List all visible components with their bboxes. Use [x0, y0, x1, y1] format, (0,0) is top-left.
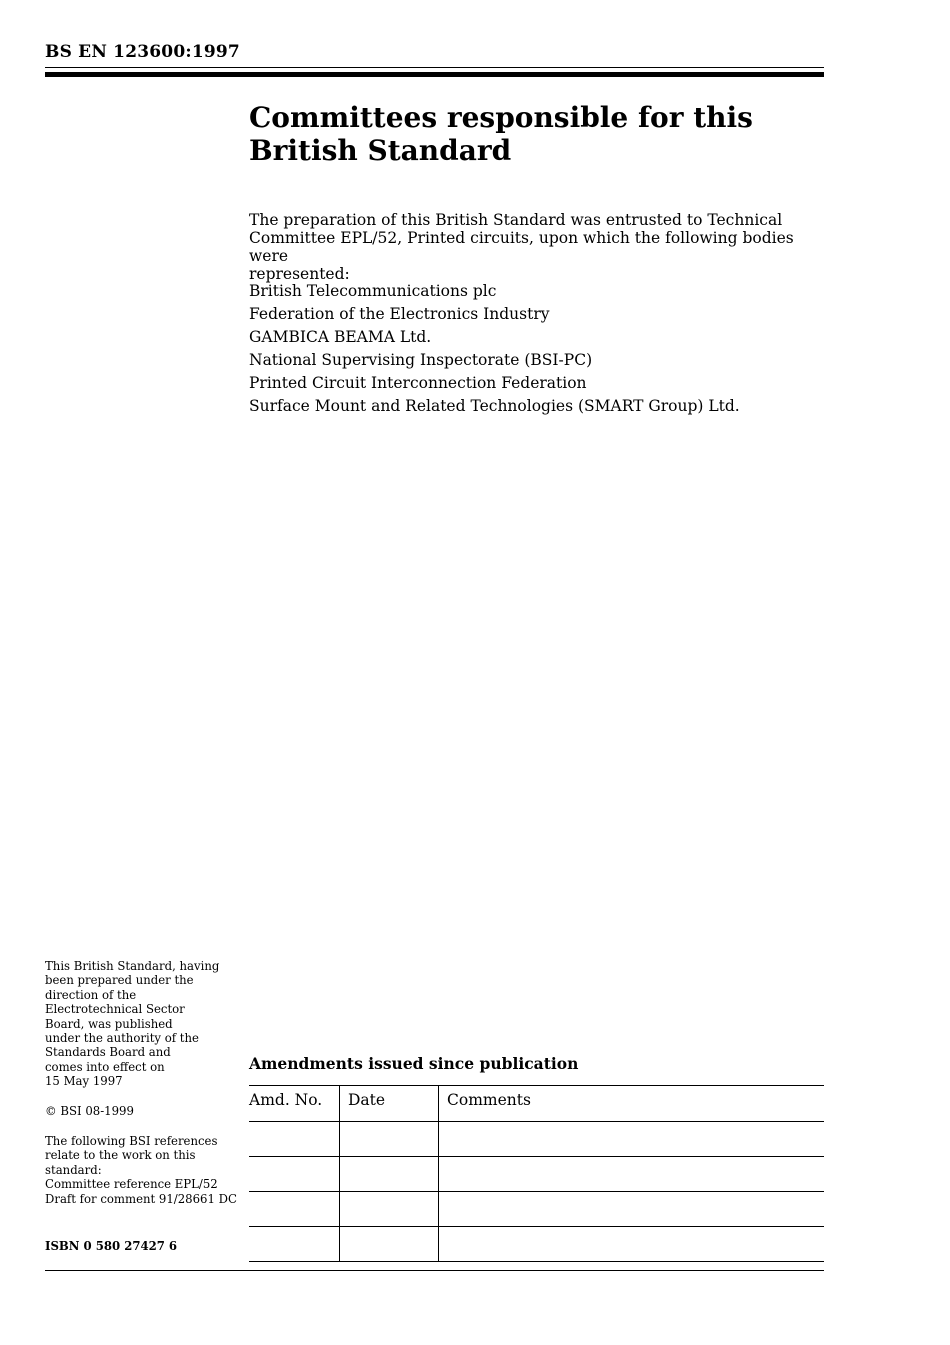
- represented-bodies-list: [249, 282, 740, 420]
- sidebar-line: Committee reference EPL/52: [45, 1177, 218, 1192]
- column-header-amd-no: Amd. No.: [249, 1086, 340, 1122]
- list-item: British Telecommunications plc: [249, 282, 497, 300]
- table-cell: [249, 1192, 340, 1227]
- table-row: [249, 1192, 824, 1227]
- table-cell: [340, 1157, 439, 1192]
- table-cell: [340, 1192, 439, 1227]
- table-row: [249, 1227, 824, 1262]
- sidebar-line: This British Standard, having: [45, 959, 220, 973]
- table-cell: [439, 1157, 825, 1192]
- isbn: ISBN 0 580 27427 6: [45, 1239, 178, 1253]
- column-header-comments: Comments: [439, 1086, 825, 1122]
- sidebar-line: standard:: [45, 1162, 102, 1177]
- list-item: Federation of the Electronics Industry: [249, 305, 550, 323]
- table-cell: [249, 1227, 340, 1262]
- copyright-notice: © BSI 08-1999: [45, 1104, 134, 1118]
- sidebar-line: comes into effect on: [45, 1059, 165, 1074]
- table-cell: [439, 1122, 825, 1157]
- title-line: Committees responsible for this: [249, 101, 753, 134]
- column-header-date: Date: [340, 1086, 439, 1122]
- sidebar-line: direction of the: [45, 987, 137, 1002]
- intro-line: The preparation of this British Standard was entrusted to Technical: [249, 211, 783, 229]
- table-row: [249, 1122, 824, 1157]
- title-line: British Standard: [249, 134, 512, 167]
- sidebar-line: Draft for comment 91/28661 DC: [45, 1191, 237, 1206]
- table-header-row: [249, 1086, 824, 1122]
- issue-statement: [45, 959, 240, 1089]
- footer-rule: [45, 1270, 824, 1271]
- sidebar-line: been prepared under the: [45, 973, 194, 988]
- header-rule-thick: [45, 72, 824, 77]
- table-cell: [249, 1157, 340, 1192]
- sidebar-line: relate to the work on this: [45, 1148, 196, 1163]
- sidebar-line: Electrotechnical Sector: [45, 1002, 185, 1017]
- page-title: [249, 101, 809, 167]
- sidebar-line: 15 May 1997: [45, 1074, 123, 1089]
- intro-line: represented:: [249, 265, 350, 283]
- table-cell: [439, 1227, 825, 1262]
- table-cell: [340, 1227, 439, 1262]
- header-rule-thin: [45, 67, 824, 68]
- intro-line: Committee EPL/52, Printed circuits, upon which the following bodies were: [249, 229, 794, 265]
- sidebar-line: Board, was published: [45, 1016, 173, 1031]
- table-cell: [249, 1122, 340, 1157]
- amendments-table: [249, 1085, 824, 1262]
- standard-number: BS EN 123600:1997: [45, 42, 240, 62]
- amendments-heading: Amendments issued since publication: [249, 1054, 579, 1073]
- publication-sidebar: [45, 959, 240, 1253]
- table-cell: [340, 1122, 439, 1157]
- list-item: Printed Circuit Interconnection Federation: [249, 374, 587, 392]
- sidebar-line: The following BSI references: [45, 1134, 218, 1148]
- list-item: Surface Mount and Related Technologies (SMART Group) Ltd.: [249, 397, 740, 415]
- sidebar-line: under the authority of the: [45, 1031, 199, 1046]
- sidebar-line: Standards Board and: [45, 1045, 171, 1060]
- list-item: National Supervising Inspectorate (BSI-PC): [249, 351, 593, 369]
- intro-paragraph: [249, 211, 819, 283]
- table-row: [249, 1157, 824, 1192]
- bsi-references: [45, 1134, 245, 1206]
- table-cell: [439, 1192, 825, 1227]
- list-item: GAMBICA BEAMA Ltd.: [249, 328, 432, 346]
